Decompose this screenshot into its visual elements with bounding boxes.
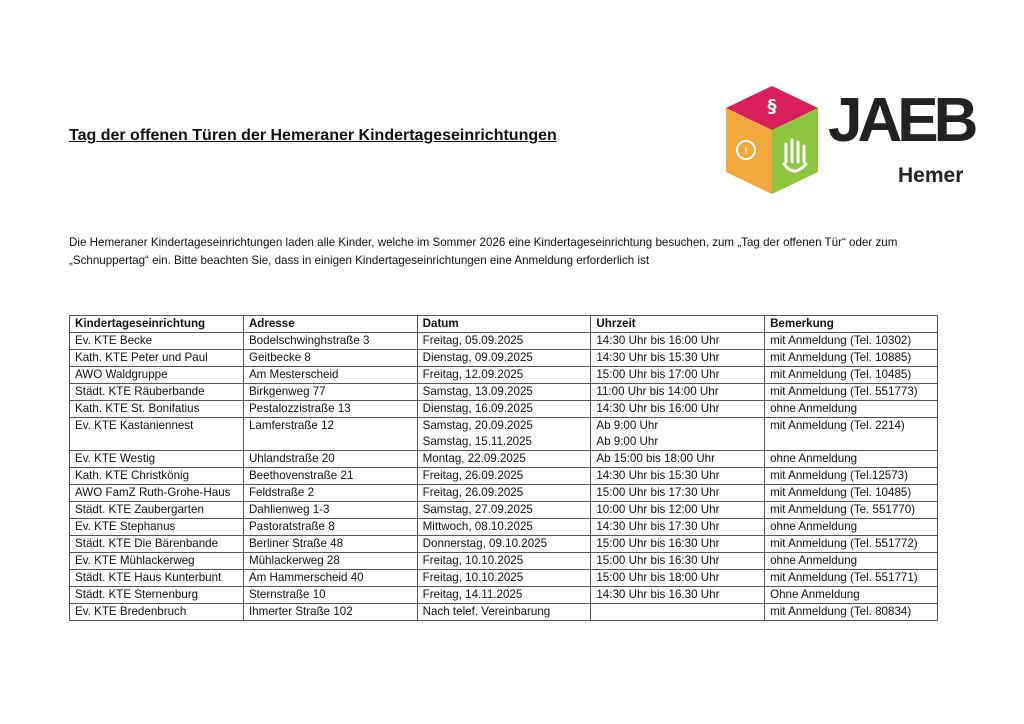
table-cell: Montag, 22.09.2025 — [417, 451, 591, 468]
table-cell: Geitbecke 8 — [243, 350, 417, 367]
svg-text:§: § — [767, 96, 777, 117]
table-cell: Ev. KTE Becke — [70, 333, 244, 350]
table-cell: Dienstag, 16.09.2025 — [417, 401, 591, 418]
table-cell: Dahlienweg 1-3 — [243, 502, 417, 519]
table-cell: mit Anmeldung (Tel. 551773) — [765, 384, 938, 401]
table-cell: Samstag, 20.09.2025 Samstag, 15.11.2025 — [417, 418, 591, 451]
table-cell: mit Anmeldung (Tel. 10485) — [765, 485, 938, 502]
table-cell: Nach telef. Vereinbarung — [417, 604, 591, 621]
table-row — [70, 384, 938, 401]
table-cell: Beethovenstraße 21 — [243, 468, 417, 485]
events-table — [69, 315, 938, 621]
table-cell: Donnerstag, 09.10.2025 — [417, 536, 591, 553]
table-cell: Am Mesterscheid — [243, 367, 417, 384]
table-row — [70, 485, 938, 502]
table-cell: Samstag, 27.09.2025 — [417, 502, 591, 519]
table-cell: 10:00 Uhr bis 12:00 Uhr — [591, 502, 765, 519]
table-cell: 14:30 Uhr bis 15:30 Uhr — [591, 350, 765, 367]
table-row — [70, 468, 938, 485]
table-cell: mit Anmeldung (Tel.12573) — [765, 468, 938, 485]
table-cell: Sternstraße 10 — [243, 587, 417, 604]
table-cell: ohne Anmeldung — [765, 451, 938, 468]
page-title: Tag der offenen Türen der Hemeraner Kindertageseinrichtungen — [69, 127, 557, 144]
table-row — [70, 553, 938, 570]
table-cell: mit Anmeldung (Tel. 10302) — [765, 333, 938, 350]
table-cell: Ev. KTE Kastaniennest — [70, 418, 244, 451]
table-cell: mit Anmeldung (Tel. 2214) — [765, 418, 938, 451]
table-cell: Kath. KTE St. Bonifatius — [70, 401, 244, 418]
table-cell: 15:00 Uhr bis 16:30 Uhr — [591, 553, 765, 570]
table-cell: Ev. KTE Mühlackerweg — [70, 553, 244, 570]
table-cell: Städt. KTE Zaubergarten — [70, 502, 244, 519]
table-cell: Ev. KTE Bredenbruch — [70, 604, 244, 621]
table-cell: Samstag, 13.09.2025 — [417, 384, 591, 401]
table-cell: Lamferstraße 12 — [243, 418, 417, 451]
table-cell: ohne Anmeldung — [765, 401, 938, 418]
table-cell: mit Anmeldung (Tel. 10485) — [765, 367, 938, 384]
table-cell: Freitag, 12.09.2025 — [417, 367, 591, 384]
table-row — [70, 502, 938, 519]
table-cell: Dienstag, 09.09.2025 — [417, 350, 591, 367]
jaeb-logo — [722, 84, 984, 196]
table-cell: Mittwoch, 08.10.2025 — [417, 519, 591, 536]
table-header-row — [70, 316, 938, 333]
table-row — [70, 350, 938, 367]
table-cell: Uhlandstraße 20 — [243, 451, 417, 468]
column-header: Datum — [417, 316, 591, 333]
table-cell: 11:00 Uhr bis 14:00 Uhr — [591, 384, 765, 401]
table-row — [70, 451, 938, 468]
table-cell: Kath. KTE Peter und Paul — [70, 350, 244, 367]
table-cell: mit Anmeldung (Tel. 551771) — [765, 570, 938, 587]
table-cell: Freitag, 10.10.2025 — [417, 553, 591, 570]
table-cell: mit Anmeldung (Te. 551770) — [765, 502, 938, 519]
table-cell: ohne Anmeldung — [765, 519, 938, 536]
cube-icon — [722, 84, 822, 196]
table-cell: Städt. KTE Haus Kunterbunt — [70, 570, 244, 587]
logo-name: JAEB — [828, 86, 974, 155]
table-cell: Birkgenweg 77 — [243, 384, 417, 401]
table-cell: Bodelschwinghstraße 3 — [243, 333, 417, 350]
table-cell: AWO Waldgruppe — [70, 367, 244, 384]
table-cell: Ab 15:00 bis 18:00 Uhr — [591, 451, 765, 468]
table-cell: ohne Anmeldung — [765, 553, 938, 570]
table-cell: Städt. KTE Sternenburg — [70, 587, 244, 604]
table-cell: Berliner Straße 48 — [243, 536, 417, 553]
table-row — [70, 367, 938, 384]
table-cell: 14:30 Uhr bis 15:30 Uhr — [591, 468, 765, 485]
table-cell: AWO FamZ Ruth-Grohe-Haus — [70, 485, 244, 502]
table-cell: Freitag, 05.09.2025 — [417, 333, 591, 350]
table-cell: Mühlackerweg 28 — [243, 553, 417, 570]
table-cell: Kath. KTE Christkönig — [70, 468, 244, 485]
table-cell: Freitag, 10.10.2025 — [417, 570, 591, 587]
table-row — [70, 418, 938, 451]
table-cell: 15:00 Uhr bis 18:00 Uhr — [591, 570, 765, 587]
svg-text:!: ! — [743, 146, 749, 157]
table-row — [70, 519, 938, 536]
table-cell: Pastoratstraße 8 — [243, 519, 417, 536]
column-header: Kindertageseinrichtung — [70, 316, 244, 333]
table-cell: Freitag, 26.09.2025 — [417, 485, 591, 502]
table-cell: 15:00 Uhr bis 17:00 Uhr — [591, 367, 765, 384]
table-cell: 14:30 Uhr bis 16:00 Uhr — [591, 401, 765, 418]
table-cell: Pestalozzistraße 13 — [243, 401, 417, 418]
table-row — [70, 333, 938, 350]
table-row — [70, 536, 938, 553]
column-header: Adresse — [243, 316, 417, 333]
table-cell — [591, 604, 765, 621]
table-cell: Ihmerter Straße 102 — [243, 604, 417, 621]
table-cell: Städt. KTE Räuberbande — [70, 384, 244, 401]
table-cell: Städt. KTE Die Bärenbande — [70, 536, 244, 553]
intro-text: Die Hemeraner Kindertageseinrichtungen laden alle Kinder, welche im Sommer 2026 eine Kindertageseinrichtung besuchen, zum „Tag der offenen Tür“ oder zum „Schnuppertag“ ein. Bitte beachten Sie, dass in einigen Kindertageseinrichtungen eine Anmeldung erforderlich ist — [69, 236, 898, 267]
table-cell: Ohne Anmeldung — [765, 587, 938, 604]
table-cell: 15:00 Uhr bis 16:30 Uhr — [591, 536, 765, 553]
table-cell: Feldstraße 2 — [243, 485, 417, 502]
table-cell: mit Anmeldung (Tel. 551772) — [765, 536, 938, 553]
table-cell: Freitag, 26.09.2025 — [417, 468, 591, 485]
table-cell: Ab 9:00 Uhr Ab 9:00 Uhr — [591, 418, 765, 451]
column-header: Bemerkung — [765, 316, 938, 333]
table-row — [70, 401, 938, 418]
table-cell: 14:30 Uhr bis 16:00 Uhr — [591, 333, 765, 350]
table-row — [70, 570, 938, 587]
table-cell: Am Hammerscheid 40 — [243, 570, 417, 587]
table-row — [70, 587, 938, 604]
table-cell: 14:30 Uhr bis 17:30 Uhr — [591, 519, 765, 536]
logo-sub: Hemer — [898, 164, 964, 187]
table-cell: mit Anmeldung (Tel. 80834) — [765, 604, 938, 621]
column-header: Uhrzeit — [591, 316, 765, 333]
table-cell: Ev. KTE Westig — [70, 451, 244, 468]
table-cell: Ev. KTE Stephanus — [70, 519, 244, 536]
table-row — [70, 604, 938, 621]
table-cell: Freitag, 14.11.2025 — [417, 587, 591, 604]
table-cell: 14:30 Uhr bis 16.30 Uhr — [591, 587, 765, 604]
table-cell: 15:00 Uhr bis 17:30 Uhr — [591, 485, 765, 502]
table-cell: mit Anmeldung (Tel. 10885) — [765, 350, 938, 367]
